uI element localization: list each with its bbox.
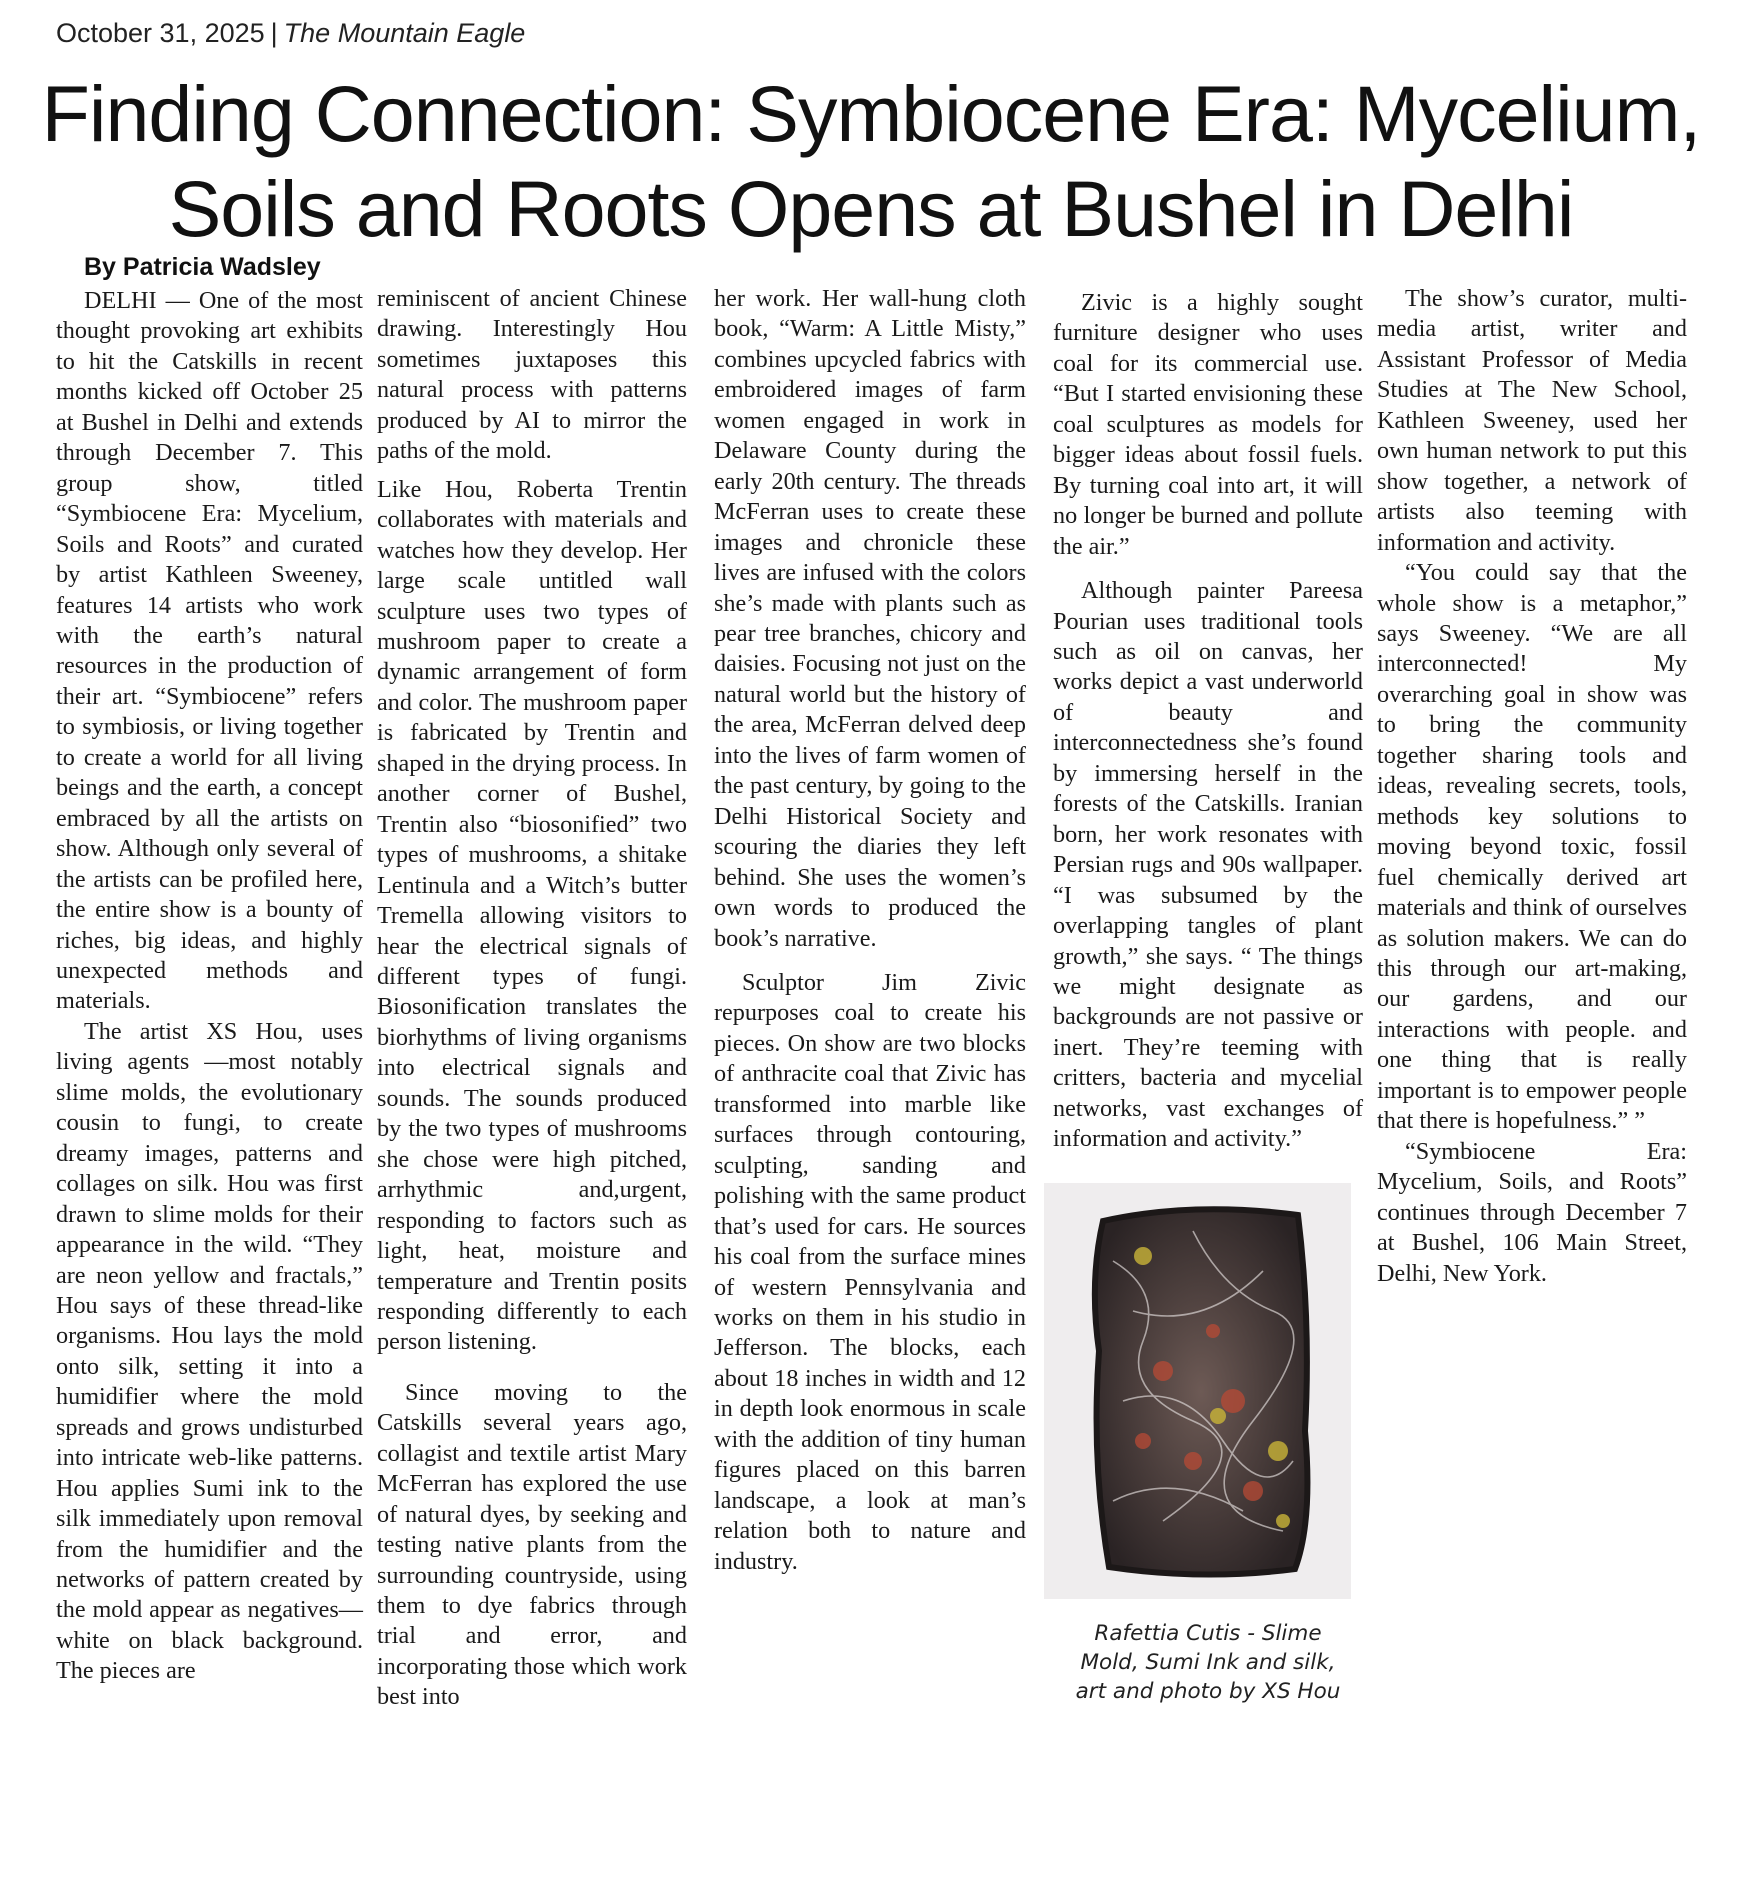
publication-name: The Mountain Eagle [283, 18, 526, 48]
paragraph-closing: “Symbiocene Era: Mycelium, Soils, and Roots” continues through December 7 at Bushel, 106 Main Street, Delhi, New York. [1377, 1137, 1687, 1287]
column-5 [1377, 284, 1687, 1289]
paragraph-sweeney: The show’s curator, multi-media artist, writer and Assistant Professor of Media Studies at The New School, Kathleen Sweeney, used her own human network to put this show together, a network of artists also teeming with information and activity. [1377, 285, 1687, 556]
caption-line-1: Rafettia Cutis - Slime [1094, 1620, 1322, 1646]
column-2 [377, 284, 687, 1713]
paragraph-hou: The artist XS Hou, uses living agents —most notably slime molds, the evolutionary cousin to fungi, to create dreamy images, patterns and collages on silk. Hou was first drawn to slime molds for their appearance in the wild. “They are neon yellow and fractals,” Hou says of these thread-like organisms. Hou lays the mold onto silk, setting it into a humidifier where the mold spreads and grows undisturbed into intricate web-like patterns. Hou applies Sumi ink to the silk immediately upon removal from the humidifier and the networks of pattern created by the mold appear as negatives—white on black background. The pieces are [56, 1017, 363, 1685]
issue-date: October 31, 2025 [56, 18, 265, 48]
column-4 [1053, 288, 1363, 1706]
photo-caption [1053, 1619, 1363, 1706]
artwork-photo [1044, 1183, 1351, 1599]
slime-mold-artwork-image [1073, 1201, 1323, 1581]
headline [30, 66, 1712, 256]
paragraph-trentin: Like Hou, Roberta Trentin collaborates with materials and watches how they develop. Her large scale untitled wall sculpture uses two types of mushroom paper to create a dynamic arrangement of form and color. The mushroom paper is fabricated by Trentin and shaped in the drying process. In another corner of Bushel, Trentin also “biosonified” two types of mushrooms, a shitake Lentinula and a Witch’s butter Tremella allowing visitors to hear the electrical signals of different types of fungi. Biosonification translates the biorhythms of living organisms into electrical signals and sounds. The sounds produced by the two types of mushrooms she chose were high pitched, arrhythmic and,urgent, responding to factors such as light, heat, moisture and temperature and Trentin posits responding differently to each person listening. [377, 475, 687, 1356]
paragraph-zivic: Sculptor Jim Zivic repurposes coal to create his pieces. On show are two blocks of anthracite coal that Zivic has transformed into marble like surfaces through contouring, sculpting, sanding and polishing with the same product that’s used for cars. He sources his coal from the surface mines of western Pennsylvania and works on them in his studio in Jefferson. The blocks, each about 18 inches in width and 12 in depth look enormous in scale with the addition of tiny human figures placed on this barren landscape, a look at man’s relation both to nature and industry. [714, 968, 1026, 1575]
column-1 [56, 286, 363, 1687]
dateline [56, 18, 525, 49]
caption-line-3: art and photo by XS Hou [1075, 1678, 1341, 1704]
caption-line-2: Mold, Sumi Ink and silk, [1080, 1649, 1336, 1675]
paragraph-intro: DELHI — One of the most thought provoking art exhibits to hit the Catskills in recent months kicked off October 25 at Bushel in Delhi and extends through December 7. This group show, titled “Symbiocene Era: Mycelium, Soils and Roots” and curated by artist Kathleen Sweeney, features 14 artists who work with the earth’s natural resources in the production of their art. “Symbiocene” refers to symbiosis, or living together to create a world for all living beings and the earth, a concept embraced by all the artists on show. Although only several of the artists can be profiled here, the entire show is a bounty of riches, big ideas, and highly unexpected methods and materials. [56, 287, 363, 1015]
headline-line-2: Soils and Roots Opens at Bushel in Delhi [168, 164, 1574, 253]
paragraph-sweeney-quote: “You could say that the whole show is a metaphor,” says Sweeney. “We are all interconnected! My overarching goal in show was to bring the community together sharing tools and ideas, revealing secrets, tools, methods key solutions to moving beyond toxic, fossil fuel chemically derived art materials and think of ourselves as solution makers. We can do this through our art-making, our gardens, and our interactions with people. and one thing that is really important is to empower people that there is hopefulness.” ” [1377, 559, 1687, 1135]
column-3 [714, 284, 1026, 1577]
dateline-separator: | [270, 18, 278, 48]
headline-line-1: Finding Connection: Symbiocene Era: Mycelium, [41, 69, 1701, 158]
paragraph-hou-continued: reminiscent of ancient Chinese drawing. Interestingly Hou sometimes juxtaposes this natural process with patterns produced by AI to mirror the paths of the mold. [377, 285, 687, 465]
paragraph-pourian: Although painter Pareesa Pourian uses traditional tools such as oil on canvas, her works depict a vast underworld of beauty and interconnectedness she’s found by immersing herself in the forests of the Catskills. Iranian born, her work resonates with Persian rugs and 90s wallpaper. “I was subsumed by the overlapping tangles of plant growth,” she says. “ The things we might designate as backgrounds are not passive or inert. They’re teeming with critters, bacteria and mycelial networks, vast exchanges of information and activity.” [1053, 577, 1363, 1153]
paragraph-mcferran-continued: her work. Her wall-hung cloth book, “Warm: A Little Misty,” combines upcycled fabrics with embroidered images of farm women engaged in work in Delaware County during the early 20th century. The threads McFerran uses to create these images and chronicle these lives are infused with the colors she’s made with plants such as pear tree branches, chicory and daisies. Focusing not just on the natural world but the history of the area, McFerran delved deep into the lives of farm women of the past century, by going to the Delhi Historical Society and scouring the diaries they left behind. She uses the women’s own words to produced the book’s narrative. [714, 285, 1026, 952]
byline: By Patricia Wadsley [84, 253, 321, 281]
paragraph-zivic-quote: Zivic is a highly sought furniture designer who uses coal for its commercial use. “But I started envisioning these coal sculptures as models for bigger ideas about fossil fuels. By turning coal into art, it will no longer be burned and pollute the air.” [1053, 289, 1363, 560]
paragraph-mcferran: Since moving to the Catskills several years ago, collagist and textile artist Mary McFerran has explored the use of natural dyes, by seeking and testing native plants from the surrounding countryside, using them to dye fabrics through trial and error, and incorporating those which work best into [377, 1378, 687, 1711]
